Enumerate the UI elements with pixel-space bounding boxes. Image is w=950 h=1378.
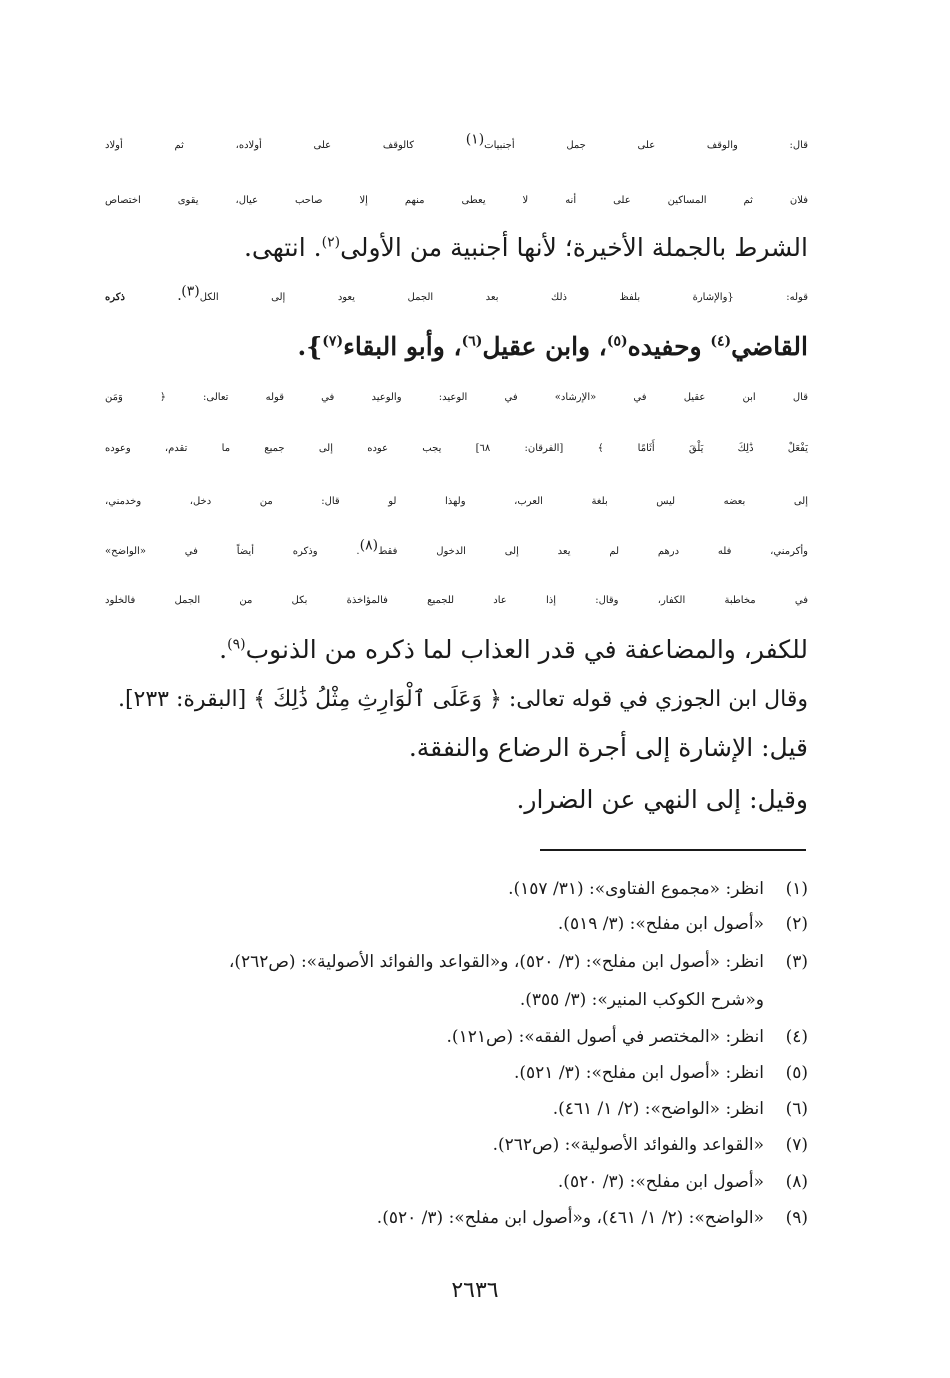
body-text: }.: [297, 332, 323, 361]
footnote: [553, 1097, 808, 1121]
body-text: . ذكره: [105, 292, 182, 303]
body-line: إلى بعضه ليس بلغة العرب، ولهذا لو قال: من دخل، وخدمني،: [105, 496, 808, 507]
body-text: وحفيده: [627, 332, 711, 361]
body-line: [105, 278, 808, 318]
footnote-continuation: و«شرح الكوكب المنير»: (٣/ ٣٥٥).: [519, 990, 764, 1010]
footnote-text: انظر: «الواضح»: (٢/ ١/ ٤٦١).: [552, 1099, 764, 1119]
body-line: وقيل: إلى النهي عن الضرار.: [516, 785, 808, 814]
body-text: . انتهى.: [243, 233, 322, 262]
footnote-number: (٤): [785, 1027, 808, 1047]
footnote-number: (٦): [785, 1099, 808, 1119]
footnote: [558, 1170, 808, 1194]
body-line: يَفْعَلْ ذَٰلِكَ يَلْقَ أَثَامًا ﴾ [الفرقان: ٦٨] يجب عوده إلى جميع ما تقدم، وعوده: [105, 443, 808, 454]
footnote: [514, 1061, 808, 1085]
footnote-marker: (٩): [227, 636, 246, 653]
footnote: [229, 950, 808, 974]
body-text: قال: والوقف على جمل أجنبيات: [484, 140, 808, 151]
body-text: وأكرمني، فله درهم لم يعد إلى الدخول فقط: [378, 546, 808, 557]
footnote-marker: (٥): [606, 333, 628, 350]
body-line: قيل: الإشارة إلى أجرة الرضاع والنفقة.: [408, 733, 808, 762]
body-text: الشرط بالجملة الأخيرة؛ لأنها أجنبية من الأولى: [340, 233, 808, 262]
footnote-number: (٨): [785, 1172, 808, 1192]
footnote-text: انظر: «المختصر في أصول الفقه»: (ص١٢١).: [446, 1027, 764, 1047]
footnote: [493, 1133, 808, 1157]
body-line: [298, 327, 809, 367]
body-line: في مخاطبة الكفار، وقال: إذا عاد للجميع فالمؤاخذة بكل من الجمل فالخلود: [105, 595, 808, 606]
footnote-number: (٣): [785, 952, 808, 972]
footnote-number: (٧): [785, 1135, 808, 1155]
footnote-text: «أصول ابن مفلح»: (٣/ ٥١٩).: [557, 914, 764, 934]
footnote-marker: (١): [465, 131, 485, 148]
footnote-marker: (٨): [359, 537, 379, 554]
body-text: .: [219, 635, 228, 664]
footnote-text: انظر: «أصول ابن مفلح»: (٣/ ٥٢٠)، و«القواعد والفوائد الأصولية»: (ص٢٦٢)،: [228, 952, 764, 972]
footnote-marker: (٧): [322, 333, 344, 350]
body-text: كالوقف على أولاده، ثم أولاد: [105, 140, 466, 151]
footnote: [508, 877, 808, 901]
body-line: قال ابن عقيل في «الإرشاد» في الوعيد: والوعيد في قوله تعالى: ﴿ وَمَن: [105, 392, 808, 403]
page-number: ٢٦٣٦: [451, 1278, 499, 1303]
body-text: . وذكره أيضاً في «الواضح»: [105, 546, 360, 557]
footnote-number: (٢): [785, 914, 808, 934]
footnote-text: «القواعد والفوائد الأصولية»: (ص٢٦٢).: [492, 1135, 764, 1155]
footnote-marker: (٦): [461, 333, 483, 350]
body-line: [105, 532, 808, 572]
footnote-text: «الواضح»: (٢/ ١/ ٤٦١)، و«أصول ابن مفلح»: (٣/ ٥٢٠).: [376, 1208, 764, 1228]
footnote-text: «أصول ابن مفلح»: (٣/ ٥٢٠).: [557, 1172, 764, 1192]
footnote-number: (٩): [785, 1208, 808, 1228]
footnote-marker: (٢): [321, 234, 341, 251]
footnote: [377, 1206, 808, 1230]
footnote-number: (١): [785, 879, 808, 899]
footnote-separator: [540, 849, 806, 851]
body-line: وقال ابن الجوزي في قوله تعالى: ﴿ وَعَلَى ٱلْوَارِثِ مِثْلُ ذَٰلِكَ ﴾ [البقرة: ٢٣٣].: [117, 687, 808, 712]
body-line: [105, 126, 808, 166]
body-line: [244, 228, 808, 268]
body-text: قوله: {والإشارة بلفظ ذلك بعد الجمل يعود إلى الكل: [199, 292, 808, 303]
body-line: [219, 630, 808, 670]
body-text: للكفر، والمضاعفة في قدر العذاب لما ذكره من الذنوب: [245, 635, 808, 664]
body-text: ، وابن عقيل: [482, 332, 607, 361]
footnote: [447, 1025, 808, 1049]
footnote: [558, 912, 808, 936]
body-text: ، وأبو البقاء: [343, 332, 462, 361]
footnote-number: (٥): [785, 1063, 808, 1083]
body-text: القاضي: [731, 332, 808, 361]
footnote-text: انظر: «أصول ابن مفلح»: (٣/ ٥٢١).: [513, 1063, 764, 1083]
footnote-marker: (٤): [710, 333, 732, 350]
body-line: فلان ثم المساكين على أنه لا يعطى منهم إلا صاحب عيال، يقوى اختصاص: [105, 195, 808, 206]
footnote-marker: (٣): [181, 283, 200, 300]
footnote-text: انظر: «مجموع الفتاوى»: (٣١/ ١٥٧).: [508, 879, 764, 899]
